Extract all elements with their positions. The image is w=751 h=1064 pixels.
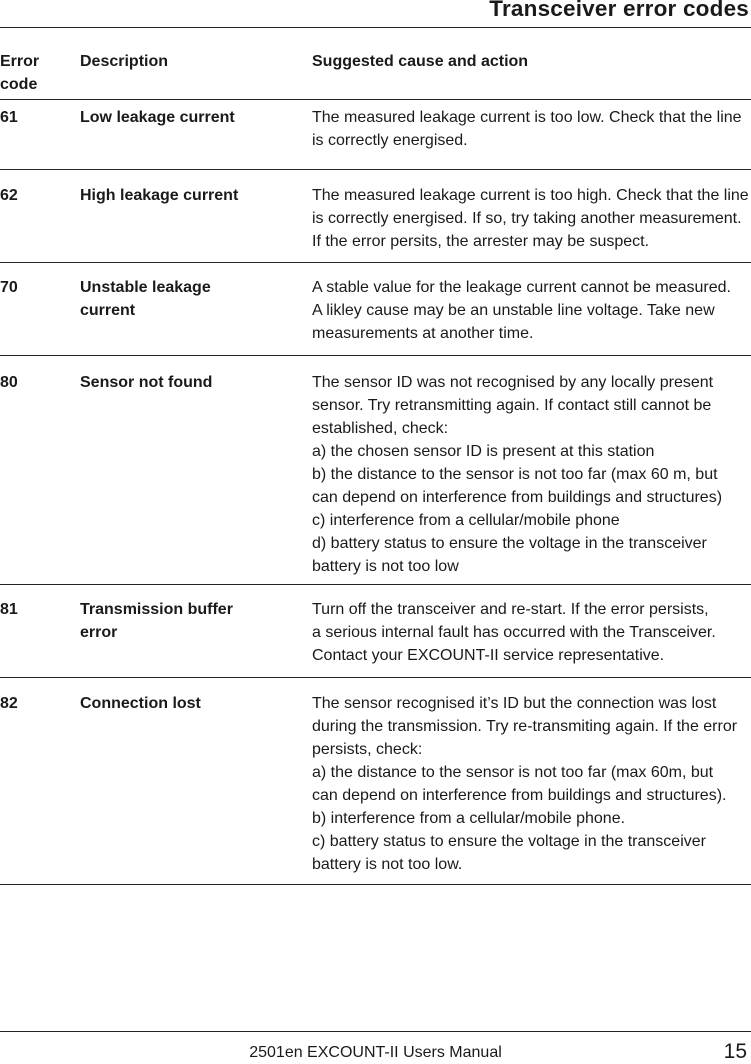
error-cause: The sensor recognised it’s ID but the connection was lost during the transmission. Try re-transmiting again. If the error persists, check: a) the distance to the sensor is not too far (max 60m, but can depend on interference from buildings and structures). b) interference from a cellular/mobile phone. c) battery status to ensure the voltage in the transceiver battery is not too low.	[312, 695, 738, 873]
table-row	[0, 170, 751, 263]
error-cause: The sensor ID was not recognised by any locally present sensor. Try retransmitting again. If contact still cannot be established, check: a) the chosen sensor ID is present at this station b) the distance to the sensor is not too far (max 60 m, but can depend on interference from buildings and structures) c) interference from a cellular/mobile phone d) battery status to ensure the voltage in the transceiver battery is not too low	[312, 374, 723, 575]
error-codes-table	[0, 27, 751, 885]
error-code: 80	[0, 374, 18, 391]
error-description: Low leakage current	[80, 109, 235, 126]
error-cause: A stable value for the leakage current cannot be measured. A likley cause may be an unstable line voltage. Take new measurements at another time.	[312, 279, 731, 342]
table-row	[0, 585, 751, 678]
error-code: 70	[0, 279, 18, 296]
error-code: 62	[0, 187, 18, 204]
error-code: 81	[0, 601, 18, 618]
error-description: Sensor not found	[80, 374, 213, 391]
error-description: Transmission buffer error	[80, 601, 233, 641]
footer-divider	[0, 1031, 751, 1032]
error-cause: The measured leakage current is too high. Check that the line is correctly energised. If so, try taking another measurement. If the error persits, the arrester may be suspect.	[312, 187, 749, 250]
table-header	[0, 27, 751, 100]
header-description: Description	[80, 53, 169, 70]
page-title: Transceiver error codes	[489, 0, 749, 21]
error-code: 61	[0, 109, 18, 126]
header-suggested-cause: Suggested cause and action	[312, 53, 529, 70]
error-description: High leakage current	[80, 187, 239, 204]
error-cause: The measured leakage current is too low. Check that the line is correctly energised.	[312, 109, 742, 149]
error-cause: Turn off the transceiver and re-start. If the error persists, a serious internal fault has occurred with the Transceiver. Contact your EXCOUNT-II service representative.	[312, 601, 716, 664]
error-code: 82	[0, 695, 18, 712]
footer-manual-title: 2501en EXCOUNT-II Users Manual	[249, 1044, 502, 1061]
table-row	[0, 263, 751, 356]
table-row	[0, 100, 751, 170]
error-description: Connection lost	[80, 695, 201, 712]
error-description: Unstable leakage current	[80, 279, 211, 319]
table-row	[0, 356, 751, 585]
header-error-code: Error code	[0, 53, 40, 93]
page-number: 15	[723, 1040, 747, 1063]
table-row	[0, 678, 751, 885]
